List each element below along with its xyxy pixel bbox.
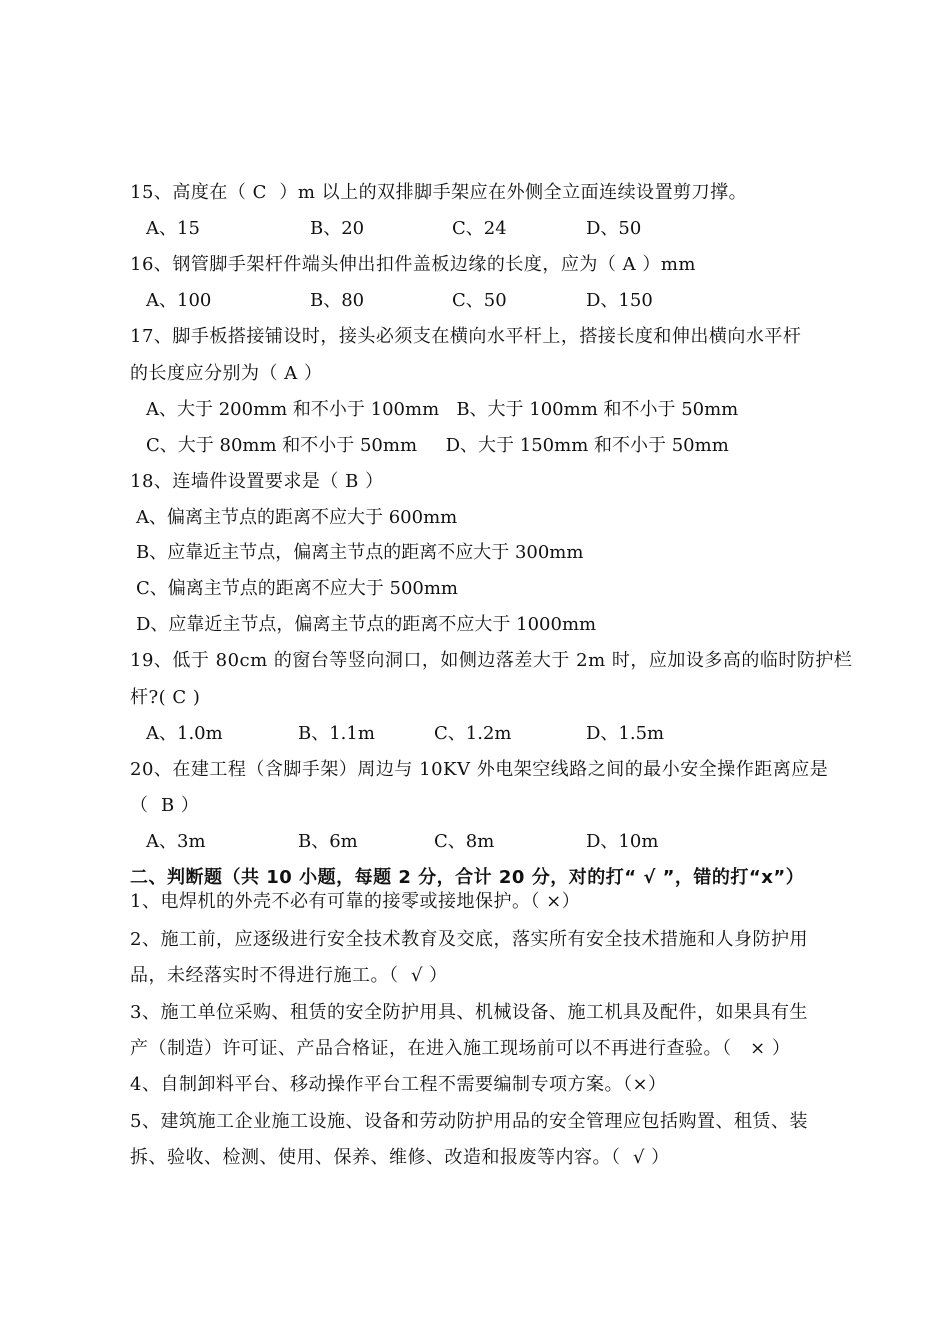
q19-option-a: A、1.0m	[146, 723, 223, 744]
q16-option-d: D、150	[586, 290, 653, 311]
q20-option-b: B、6m	[298, 831, 358, 852]
question-18: 18、连墙件设置要求是（ B ）	[130, 471, 384, 492]
section-2-heading: 二、判断题（共 10 小题，每题 2 分，合计 20 分，对的打“ √ ”，错的打“x”）	[130, 867, 805, 888]
judgment-5-line1: 5、建筑施工企业施工设施、设备和劳动防护用品的安全管理应包括购置、租赁、装	[130, 1111, 808, 1132]
q16-option-c: C、50	[452, 290, 507, 311]
q15-option-a: A、15	[146, 218, 200, 239]
q15-option-d: D、50	[586, 218, 642, 239]
question-15: 15、高度在（ C ）m 以上的双排脚手架应在外侧全立面连续设置剪刀撑。	[130, 182, 748, 203]
q18-option-b: B、应靠近主节点，偏离主节点的距离不应大于 300mm	[136, 542, 584, 563]
judgment-2-line2: 品，未经落实时不得进行施工。（ √ ）	[130, 965, 448, 986]
question-16: 16、钢管脚手架杆件端头伸出扣件盖板边缘的长度，应为（ A ）mm	[130, 254, 696, 275]
question-19-line1: 19、低于 80cm 的窗台等竖向洞口，如侧边落差大于 2m 时，应加设多高的临时防护栏	[130, 650, 853, 671]
q20-option-d: D、10m	[586, 831, 659, 852]
q20-option-a: A、3m	[146, 831, 206, 852]
q18-option-d: D、应靠近主节点，偏离主节点的距离不应大于 1000mm	[136, 614, 597, 635]
judgment-2-line1: 2、施工前，应逐级进行安全技术教育及交底，落实所有安全技术措施和人身防护用	[130, 929, 808, 950]
q20-option-c: C、8m	[434, 831, 495, 852]
judgment-4: 4、自制卸料平台、移动操作平台工程不需要编制专项方案。（×）	[130, 1074, 667, 1095]
question-20-line2: （ B ）	[130, 795, 200, 816]
judgment-3-line2: 产（制造）许可证、产品合格证，在进入施工现场前可以不再进行查验。（ × ）	[130, 1038, 791, 1059]
question-20-line1: 20、在建工程（含脚手架）周边与 10KV 外电架空线路之间的最小安全操作距离应是	[130, 759, 829, 780]
q19-option-c: C、1.2m	[434, 723, 512, 744]
q15-option-c: C、24	[452, 218, 507, 239]
q17-options-cd: C、大于 80mm 和不小于 50mm D、大于 150mm 和不小于 50mm	[146, 435, 729, 456]
question-19-line2: 杆?( C )	[130, 687, 201, 708]
q16-option-a: A、100	[146, 290, 212, 311]
question-17-line2: 的长度应分别为（ A ）	[130, 363, 323, 384]
judgment-5-line2: 拆、验收、检测、使用、保养、维修、改造和报废等内容。（ √ ）	[130, 1147, 670, 1168]
q17-options-ab: A、大于 200mm 和不小于 100mm B、大于 100mm 和不小于 50mm	[146, 399, 739, 420]
q19-option-b: B、1.1m	[298, 723, 375, 744]
judgment-1: 1、电焊机的外壳不必有可靠的接零或接地保护。（ ×）	[130, 891, 581, 912]
q18-option-a: A、偏离主节点的距离不应大于 600mm	[136, 507, 458, 528]
q18-option-c: C、偏离主节点的距离不应大于 500mm	[136, 578, 458, 599]
question-17-line1: 17、脚手板搭接铺设时，接头必须支在横向水平杆上，搭接长度和伸出横向水平杆	[130, 326, 802, 347]
judgment-3-line1: 3、施工单位采购、租赁的安全防护用具、机械设备、施工机具及配件，如果具有生	[130, 1002, 808, 1023]
q15-option-b: B、20	[310, 218, 365, 239]
q19-option-d: D、1.5m	[586, 723, 665, 744]
q16-option-b: B、80	[310, 290, 365, 311]
